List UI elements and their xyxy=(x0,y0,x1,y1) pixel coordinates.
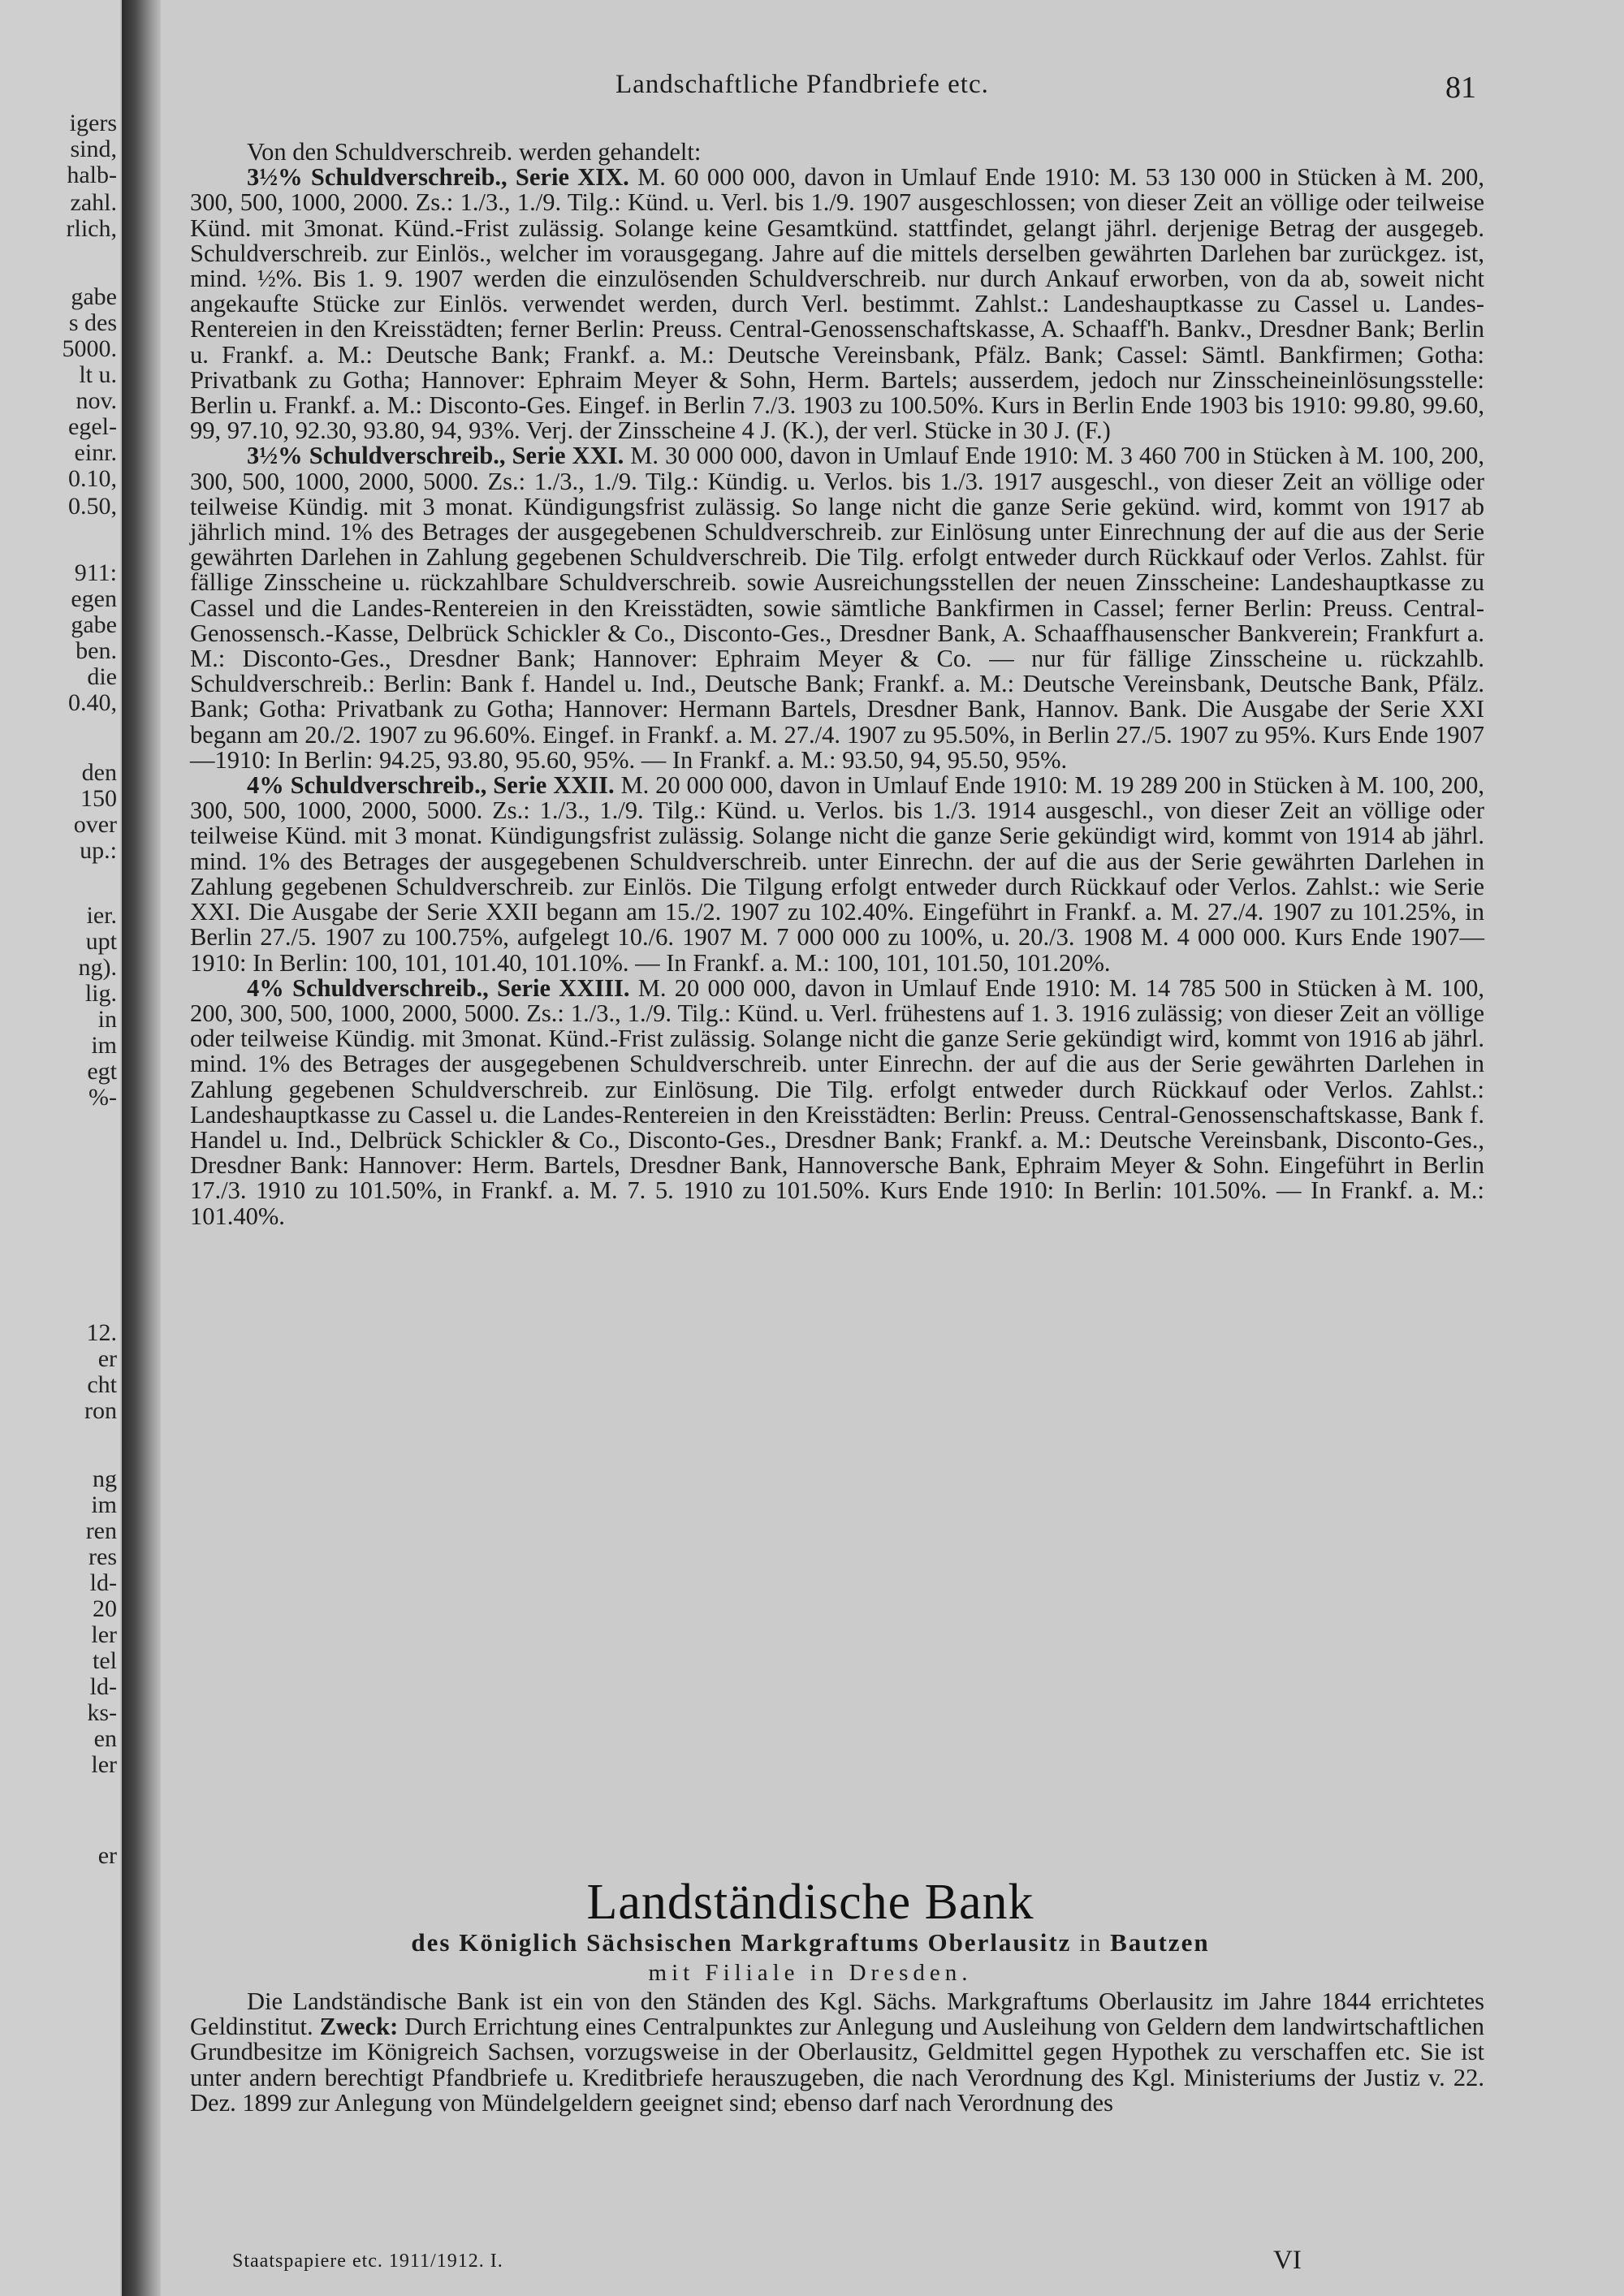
bank-subtitle-prefix: des Königlich Sächsischen Markgraftums Oberlausitz xyxy=(411,1928,1072,1957)
left-page-text-fragment: 0.50, xyxy=(68,493,117,520)
bank-text-part2: Durch Errichtung eines Centralpunktes zur Anlegung und Ausleihung von Geldern dem landwirtschaftlichen Grundbesitze im Königreich Sachsen, vorzugsweise in der Oberlausitz, Geldmittel gegen Hypothek zu verschaffen etc. Sie ist unter andern berechtigt Pfandbriefe u. Kreditbriefe herauszugeben, die nach Verordnung des Kgl. Ministeriums der Justiz v. 22. Dez. 1899 zur Anlegung von Mündelgeldern geeignet sind; ebenso darf nach Verordnung des xyxy=(190,2013,1485,2117)
page-number: 81 xyxy=(1445,71,1476,105)
left-page-text-fragment: ier. xyxy=(86,902,117,929)
left-page-text-fragment: 12. xyxy=(86,1319,117,1346)
series-xxii-paragraph xyxy=(190,773,1484,976)
left-page-text-fragment: egt xyxy=(87,1058,117,1085)
left-page-text-fragment: ler xyxy=(91,1621,117,1648)
left-page-text-fragment: igers xyxy=(69,110,117,136)
left-page-text-fragment: den xyxy=(81,759,117,786)
series-xxi-paragraph xyxy=(190,443,1484,773)
left-page-text-fragment: tel xyxy=(93,1647,117,1674)
left-page-text-fragment: ng). xyxy=(78,954,117,981)
series-text: M. 60 000 000, davon in Umlauf Ende 1910: M. 53 130 000 in Stücken à M. 200, 300, 500, 1000, 2000. Zs.: 1./3., 1./9. Tilg.: Künd. u. Verl. bis 1./9. 1907 ausgeschlossen; von dieser Zeit an völlige oder teilweise Künd. mit 3monat. Künd.-Frist zulässig. Solange keine Gesamtkünd. stattfindet, gelangt jährl. derjenige Betrag der ausgegeb. Schuldverschreib. zur Einlös., welcher im vorausgegang. Jahre auf die mittels derselben gewährten Darlehen bar zurückgez. ist, mind. ½%. Bis 1. 9. 1907 werden die einzulösenden Schuldverschreib. nur durch Ankauf erworben, von da ab, soweit nicht angekaufte Stücke zur Einlös. verwendet werden, durch Verl. bestimmt. Zahlst.: Landeshauptkasse zu Cassel u. Landes-Rentereien in den Kreisstädten; ferner Berlin: Preuss. Central-Genossenschaftskasse, A. Schaaff'h. Bankv., Dresdner Bank; Berlin u. Frankf. a. M.: Deutsche Bank; Frankf. a. M.: Deutsche Vereinsbank, Pfälz. Bank; Cassel: Sämtl. Bankfirmen; Gotha: Privatbank zu Gotha; Hannover: Ephraim Meyer & Sohn, Herm. Bartels; ausserdem, jedoch nur Zinsscheineinlösungsstelle: Berlin u. Frankf. a. M.: Disconto-Ges. Eingef. in Berlin 7./3. 1903 zu 100.50%. Kurs in Berlin Ende 1903 bis 1910: 99.80, 99.60, 99, 97.10, 92.30, 93.80, 94, 93%. Verj. der Zinsscheine 4 J. (K.), der verl. Stücke in 30 J. (F.) xyxy=(190,163,1484,445)
left-page-text-fragment: er xyxy=(97,1345,117,1372)
left-page-text-fragment: en xyxy=(93,1725,117,1752)
left-page-text-fragment: gabe xyxy=(71,611,117,638)
left-page-text-fragment: ks- xyxy=(87,1699,117,1726)
left-page-text-fragment: up.: xyxy=(80,837,117,864)
left-page-text-fragment: zahl. xyxy=(70,189,117,216)
series-xix-paragraph xyxy=(190,165,1484,443)
left-page-text-fragment: nov. xyxy=(76,387,117,414)
bank-title: Landständische Bank xyxy=(586,1875,1034,1930)
series-text: M. 20 000 000, davon in Umlauf Ende 1910: M. 14 785 500 in Stücken à M. 100, 200, 300, 500, 1000, 2000, 5000. Zs.: 1./3., 1./9. Tilg.: Künd. u. Verl. frühestens auf 1. 3. 1916 zulässig; von dieser Zeit an völlige oder teilweise Kündig. mit 3monat. Künd.-Frist zulässig. Solange nicht die ganze Serie gekündigt wird, kommt von 1916 ab jährl. mind. 1% des Betrages der ausgegebenen Schuldverschreib. unter Einrechn. der auf die aus der Serie gewährten Darlehen in Zahlung gegebenen Schuldverschreib. zur Einlösung. Die Tilg. erfolgt entweder durch Rückkauf oder Verlos. Zahlst.: Landeshauptkasse zu Cassel u. die Landes-Rentereien in den Kreisstädten: Berlin: Preuss. Central-Genossenschaftskasse, Bank f. Handel u. Ind., Delbrück Schickler & Co., Disconto-Ges., Dresdner Bank; Frankf. a. M.: Deutsche Vereinsbank, Disconto-Ges., Dresdner Bank: Hannover: Herm. Bartels, Dresdner Bank, Hannoversche Bank, Ephraim Meyer & Sohn. Eingeführt in Berlin 17./3. 1910 zu 101.50%, in Frankf. a. M. 7. 5. 1910 zu 101.50%. Kurs Ende 1910: In Berlin: 101.50%. — In Frankf. a. M.: 101.40%. xyxy=(190,973,1485,1230)
series-heading: 4% Schuldverschreib., Serie XXIII. xyxy=(247,973,630,1002)
left-page-text-fragment: ler xyxy=(91,1751,117,1778)
left-page-margin xyxy=(0,0,120,2296)
left-page-text-fragment: 0.40, xyxy=(68,689,117,716)
left-page-text-fragment: ren xyxy=(85,1517,117,1544)
running-head: Landschaftliche Pfandbriefe etc. xyxy=(615,70,989,99)
left-page-text-fragment: er xyxy=(97,1842,117,1869)
series-heading: 4% Schuldverschreib., Serie XXII. xyxy=(247,771,615,800)
bank-text-part1: Die Landständische Bank ist ein von den Ständen des Kgl. Sächs. Markgraftums Oberlausitz im Jahre 1844 errichtetes Geldinstitut. xyxy=(190,1987,1484,2041)
left-page-text-fragment: 150 xyxy=(80,785,117,812)
left-page-text-fragment: 911: xyxy=(74,559,117,586)
left-page-text-fragment: cht xyxy=(87,1371,117,1398)
left-page-text-fragment: halb- xyxy=(67,162,117,188)
left-page-text-fragment: 0.10, xyxy=(68,465,117,492)
series-heading: 3½% Schuldverschreib., Serie XXI. xyxy=(247,442,624,470)
bank-branch-line: mit Filiale in Dresden. xyxy=(648,1960,973,1986)
intro-paragraph: Von den Schuldverschreib. werden gehandelt: xyxy=(247,138,702,166)
book-gutter xyxy=(122,0,161,2296)
left-page-text-fragment: ron xyxy=(84,1397,117,1424)
left-page-text-fragment: rlich, xyxy=(66,215,117,242)
bond-series-section xyxy=(190,140,1484,1229)
left-page-text-fragment: ld- xyxy=(89,1569,117,1596)
bank-subtitle xyxy=(161,1928,1460,1957)
left-page-text-fragment: upt xyxy=(85,928,117,955)
left-page-text-fragment: 5000. xyxy=(62,335,117,362)
left-page-text-fragment: im xyxy=(91,1032,117,1059)
page xyxy=(161,0,1624,2296)
series-xxiii-paragraph xyxy=(190,973,1485,1230)
bank-subtitle-in: in xyxy=(1079,1928,1103,1957)
left-page-text-fragment: res xyxy=(89,1543,117,1570)
left-page-text-fragment: in xyxy=(97,1006,117,1033)
left-page-text-fragment: egen xyxy=(71,585,117,612)
left-page-text-fragment: ld- xyxy=(89,1673,117,1700)
left-page-text-fragment: die xyxy=(87,663,117,690)
bank-paragraph xyxy=(190,1989,1484,2116)
footer-signature: Staatspapiere etc. 1911/1912. I. xyxy=(232,2251,503,2272)
left-page-text-fragment: egel- xyxy=(68,413,117,440)
left-page-text-fragment: 20 xyxy=(93,1595,117,1622)
footer-sheet-number: VI xyxy=(1273,2246,1302,2275)
bank-description xyxy=(190,1989,1484,2116)
series-text: M. 20 000 000, davon in Umlauf Ende 1910: M. 19 289 200 in Stücken à M. 100, 200, 300, 500, 1000, 2000, 5000. Zs.: 1./3., 1./9. Tilg.: Künd. u. Verlos. bis 1./3. 1914 ausgeschl., von dieser Zeit an völlige oder teilweise Künd. mit 3 monat. Kündigungsfrist zulässig. Solange nicht die ganze Serie gekündigt wird, kommt von 1914 ab jährl. mind. 1% des Betrages der ausgegebenen Schuldverschreib. unter Einrechn. der auf die aus der Serie gewährten Darlehen in Zahlung gegebenen Schuldverschreib. zur Einlös. Die Tilgung erfolgt entweder durch Rückkauf oder Verlos. Zahlst.: wie Serie XXI. Die Ausgabe der Serie XXII begann am 15./2. 1907 zu 102.40%. Eingeführt in Frankf. a. M. 27./4. 1907 zu 101.25%, in Berlin 27./5. 1907 zu 100.75%, aufgelegt 10./6. 1907 M. 7 000 000 zu 100%, u. 20./3. 1908 M. 4 000 000. Kurs Ende 1907—1910: In Berlin: 100, 101, 101.40, 101.10%. — In Frankf. a. M.: 100, 101, 101.50, 101.20%. xyxy=(190,771,1485,977)
left-page-text-fragment: sind, xyxy=(70,136,117,162)
left-page-text-fragment: gabe xyxy=(71,283,117,310)
left-page-text-fragment: over xyxy=(73,811,117,838)
purpose-label: Zweck: xyxy=(319,2013,399,2041)
left-page-text-fragment: lt u. xyxy=(79,361,117,388)
series-heading: 3½% Schuldverschreib., Serie XIX. xyxy=(247,163,629,192)
left-page-text-fragment: %- xyxy=(89,1084,117,1111)
left-page-text-fragment: s des xyxy=(68,309,117,336)
left-page-text-fragment: lig. xyxy=(84,980,117,1007)
left-page-text-fragment: im xyxy=(91,1491,117,1518)
series-text: M. 30 000 000, davon in Umlauf Ende 1910: M. 3 460 700 in Stücken à M. 100, 200, 300, 500, 1000, 2000, 5000. Zs.: 1./3., 1./9. Tilg.: Kündig. u. Verlos. bis 1./3. 1917 ausgeschl., von dieser Zeit an völlige oder teilweise Kündig. mit 3 monat. Kündigungsfrist zulässig. So lange nicht die ganze Serie gekünd. wird, kommt von 1917 ab jährlich mind. 1% des Betrages der ausgegebenen Schuldverschreib. zur Einlösung unter Einrechnung der auf die aus der Serie gewährten Darlehen in Zahlung gegebenen Schuldverschreib. Die Tilg. erfolgt entweder durch Rückkauf oder Verlos. Zahlst. für fällige Zinsscheine u. rückzahlbare Schuldverschreib. sowie Ausreichungsstellen der neuen Zinsscheine: Landeshauptkasse zu Cassel und die Landes-Rentereien in den Kreisstädten, sowie sämtliche Bankfirmen in Cassel; ferner Berlin: Preuss. Central-Genossensch.-Kasse, Delbrück Schickler & Co., Disconto-Ges., Dresdner Bank, A. Schaaffhausenscher Bankverein; Frankfurt a. M.: Disconto-Ges., Dresdner Bank; Hannover: Ephraim Meyer & Co. — nur für fällige Zinsscheine u. rückzahlb. Schuldverschreib.: Berlin: Bank f. Handel u. Ind., Deutsche Bank; Frankf. a. M.: Deutsche Vereinsbank, Deutsche Bank, Pfälz. Bank; Gotha: Privatbank zu Gotha; Hannover: Hermann Bartels, Dresdner Bank, Hannov. Bank. Die Ausgabe der Serie XXI begann am 20./2. 1907 zu 96.60%. Eingef. in Frankf. a. M. 27./4. 1907 zu 95.50%, in Berlin 27./5. 1907 zu 95%. Kurs Ende 1907—1910: In Berlin: 94.25, 93.80, 95.60, 95%. — In Frankf. a. M.: 93.50, 94, 95.50, 95%. xyxy=(190,442,1484,774)
left-page-text-fragment: ben. xyxy=(76,637,117,664)
left-page-text-fragment: ng xyxy=(93,1465,117,1492)
bank-subtitle-city: Bautzen xyxy=(1110,1928,1210,1957)
left-page-text-fragment: einr. xyxy=(74,439,117,466)
